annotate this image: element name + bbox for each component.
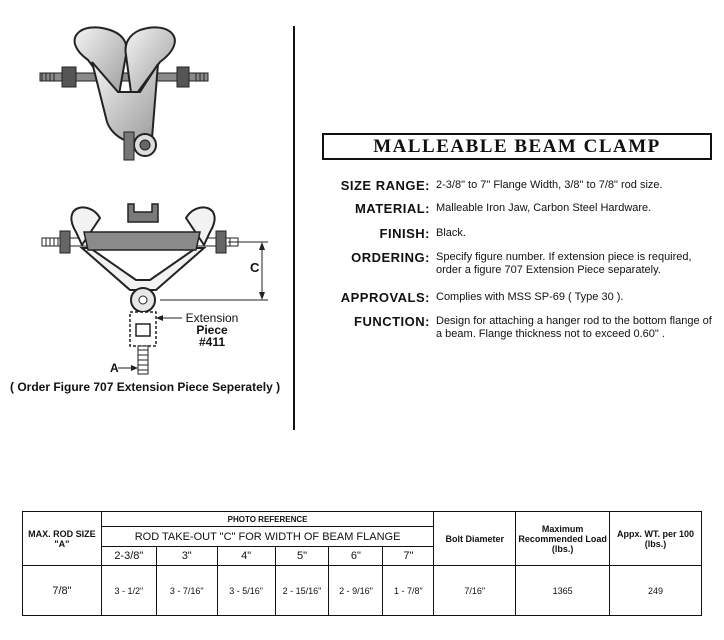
takeout-cell: 3 - 5/16": [217, 566, 275, 616]
bolt-cell: 7/16": [434, 566, 516, 616]
spec-value: Specify figure number. If extension piece is required, order a figure 707 Extension Piece separately.: [436, 251, 692, 276]
divider-line: [293, 26, 295, 430]
page-title: MALLEABLE BEAM CLAMP: [373, 135, 661, 157]
spec-function: [300, 314, 712, 341]
spec-approvals: [300, 290, 712, 305]
header-photo-reference: PHOTO REFERENCE: [101, 512, 433, 527]
spec-material: [300, 201, 712, 216]
spec-label: FUNCTION:: [354, 314, 430, 329]
spec-value: Malleable Iron Jaw, Carbon Steel Hardware.: [436, 202, 652, 214]
spec-label: SIZE RANGE:: [340, 178, 430, 193]
flange-width-cell: 2-3/8": [101, 547, 156, 566]
header-weight: Appx. WT. per 100 (lbs.): [610, 512, 702, 566]
specification-table: [22, 511, 702, 616]
extension-label-line1: Extension: [185, 311, 239, 325]
flange-width-cell: 5": [275, 547, 329, 566]
spec-label: APPROVALS:: [340, 290, 430, 305]
takeout-cell: 3 - 1/2": [101, 566, 156, 616]
spec-label: FINISH:: [379, 226, 430, 241]
rod-size-cell: 7/8": [23, 566, 102, 616]
header-bolt-diameter: Bolt Diameter: [434, 512, 516, 566]
extension-piece-label: [180, 312, 244, 348]
flange-width-cell: 7": [383, 547, 434, 566]
weight-cell: 249: [610, 566, 702, 616]
spec-value: Black.: [436, 227, 466, 239]
flange-width-cell: 4": [217, 547, 275, 566]
takeout-cell: 3 - 7/16": [156, 566, 217, 616]
spec-value: Complies with MSS SP-69 ( Type 30 ).: [436, 291, 624, 303]
beam-clamp-photo: [40, 27, 208, 160]
table-row: [23, 566, 702, 616]
spec-size-range: [300, 178, 712, 193]
spec-value: Design for attaching a hanger rod to the bottom flange of a beam. Flange thickness not to exceed 0.60" .: [436, 315, 712, 340]
product-illustrations: [0, 0, 294, 380]
header-max-load: Maximum Recommended Load (lbs.): [516, 512, 610, 566]
extension-label-line3: #411: [198, 335, 226, 349]
spec-label: ORDERING:: [351, 250, 430, 265]
header-rod-size: MAX. ROD SIZE "A": [23, 512, 102, 566]
title-box: [322, 133, 712, 160]
extension-label-line2: Piece: [196, 323, 228, 337]
spec-ordering: [300, 250, 712, 277]
flange-width-cell: 3": [156, 547, 217, 566]
flange-width-cell: 6": [329, 547, 383, 566]
load-cell: 1365: [516, 566, 610, 616]
spec-label: MATERIAL:: [354, 201, 430, 216]
dimension-c-label: C: [250, 260, 260, 275]
spec-value: 2-3/8" to 7" Flange Width, 3/8" to 7/8" rod size.: [436, 179, 663, 191]
dimension-a-label: A: [110, 361, 119, 375]
header-takeout: ROD TAKE-OUT "C" FOR WIDTH OF BEAM FLANGE: [101, 527, 433, 547]
beam-clamp-drawing: [42, 204, 268, 374]
takeout-cell: 2 - 15/16": [275, 566, 329, 616]
spec-finish: [300, 226, 712, 241]
takeout-cell: 2 - 9/16": [329, 566, 383, 616]
takeout-cell: 1 - 7/8": [383, 566, 434, 616]
order-note: ( Order Figure 707 Extension Piece Seperately ): [10, 380, 281, 394]
